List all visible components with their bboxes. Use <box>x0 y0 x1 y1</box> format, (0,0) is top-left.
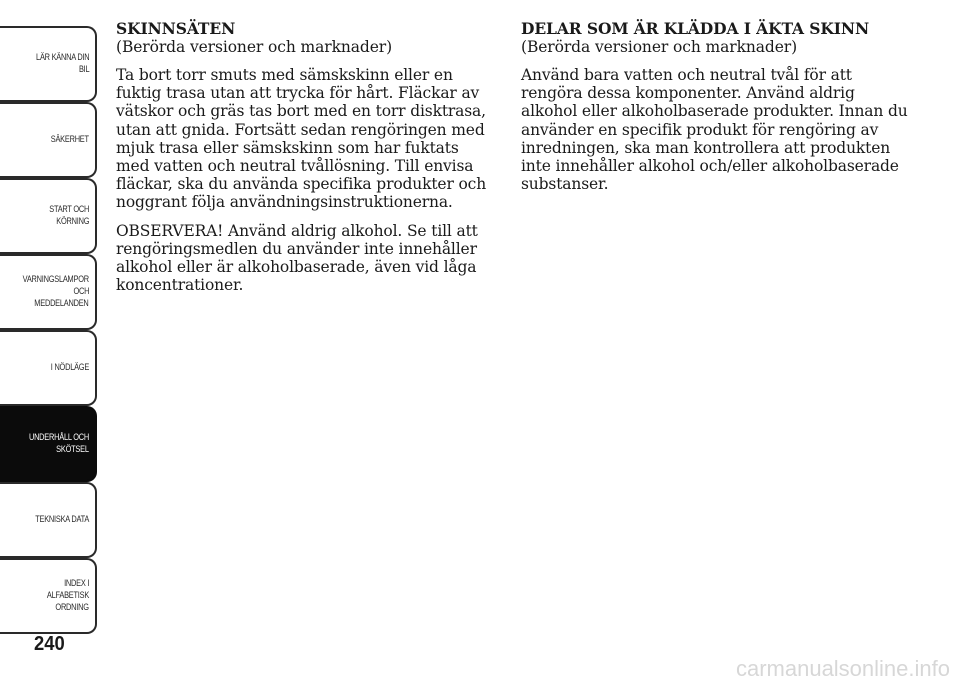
section-genuine-leather-parts <box>521 20 911 193</box>
warning-paragraph: OBSERVERA! Använd aldrig alkohol. Se till att rengöringsmedlen du använder inte innehåller alkohol eller är alkoholbaserade, även vid låga koncentrationer. <box>116 221 478 295</box>
watermark: carmanualsonline.info <box>735 656 950 681</box>
tab-start-och-korning[interactable] <box>0 178 97 254</box>
tab-varningslampor[interactable] <box>0 254 97 330</box>
tab-index[interactable] <box>0 558 97 634</box>
tab-tekniska-data[interactable] <box>0 482 97 558</box>
tab-label-line: INDEX I <box>63 578 89 589</box>
body-paragraph: Ta bort torr smuts med sämskskinn eller en fuktig trasa utan att trycka för hårt. Fläckar av vätskor och gräs tas bort med en torr disktrasa, utan att gnida. Fortsätt sedan rengöringen med mjuk trasa eller sämskskinn som har fuktats med vatten och neutral tvållösning. Till envisa fläckar, ska du använda specifika produkter och noggrant följa användningsinstruktionerna. <box>116 66 487 212</box>
section-subheading: (Berörda versioner och marknader) <box>116 38 393 56</box>
tab-label-line: START OCH <box>49 204 89 215</box>
tab-lar-kanna-din-bil[interactable] <box>0 26 97 102</box>
tab-label-line: MEDDELANDEN <box>34 298 89 309</box>
tab-label-line: VARNINGSLAMPOR <box>22 274 89 285</box>
tab-label-line: SÄKERHET <box>50 134 89 145</box>
tab-label-line: ALFABETISK <box>46 590 89 601</box>
tab-i-nodlage[interactable] <box>0 330 97 406</box>
tab-label-line: I NÖDLÄGE <box>50 362 89 373</box>
section-subheading: (Berörda versioner och marknader) <box>521 38 798 56</box>
tab-label-line: OCH <box>73 286 89 297</box>
tab-sakerhet[interactable] <box>0 102 97 178</box>
tab-label-line: LÄR KÄNNA DIN <box>35 52 89 63</box>
section-heading: SKINNSÄTEN <box>116 19 236 38</box>
tab-label-line: SKÖTSEL <box>56 444 89 455</box>
tab-label-line: UNDERHÅLL OCH <box>28 432 89 443</box>
tab-label-line: KÖRNING <box>56 216 89 227</box>
tab-label-line: ORDNING <box>55 602 89 613</box>
tab-label-line: TEKNISKA DATA <box>35 514 89 525</box>
tab-underhall-och-skotsel[interactable] <box>0 406 97 482</box>
page-number: 240 <box>34 633 65 655</box>
body-paragraph: Använd bara vatten och neutral tvål för att rengöra dessa komponenter. Använd aldrig alkohol eller alkoholbaserade produkter. Innan du använder en specifik produkt för rengöring av inredningen, ska man kontrollera att produkten inte innehåller alkohol och/eller alkoholbaserade substanser. <box>521 66 908 194</box>
section-leather-seats <box>116 20 496 294</box>
tab-label-line: BIL <box>78 64 89 75</box>
section-heading: DELAR SOM ÄR KLÄDDA I ÄKTA SKINN <box>521 19 870 38</box>
